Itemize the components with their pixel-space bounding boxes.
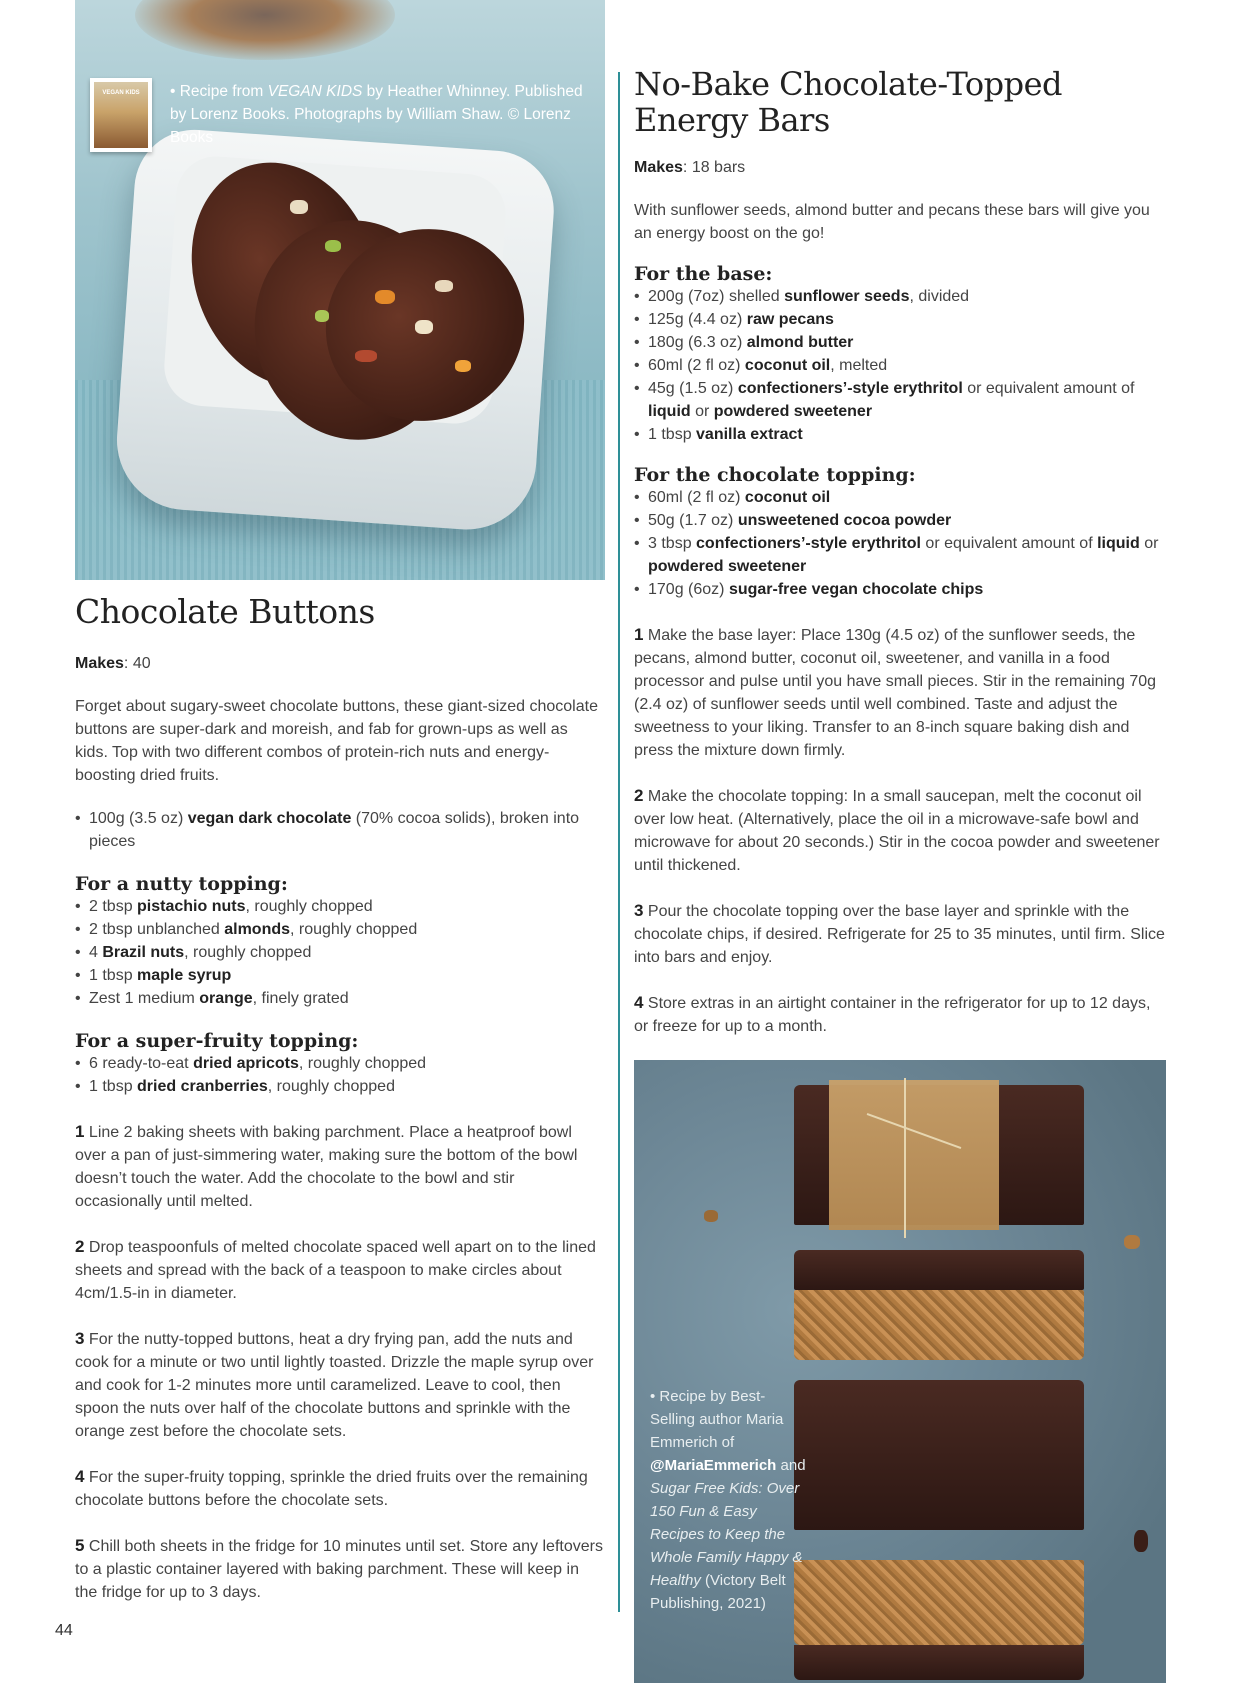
step-4: 4 For the super-fruity topping, sprinkle the dried fruits over the remaining chocolate buttons before the chocolate sets. [75,1467,588,1509]
recipe-title-energy-bars: No-Bake Chocolate-Topped Energy Bars [634,65,1063,139]
nutty-topping-heading: For a nutty topping: [75,873,288,895]
ingredient-item: • Zest 1 medium orange, finely grated [75,987,605,1010]
vegan-kids-book-cover: VEGAN KIDS [90,78,152,152]
ingredient-item: • 45g (1.5 oz) confectioners’-style erythritol or equivalent amount of liquid or powdered sweetener [634,377,1169,423]
chocolate-buttons-recipe [75,652,605,1604]
ingredient-item: • 3 tbsp confectioners’-style erythritol or equivalent amount of liquid or powdered sweetener [634,532,1169,578]
step-3: 3 For the nutty-topped buttons, heat a dry frying pan, add the nuts and cook for a minute or two until lightly toasted. Drizzle the maple syrup over and cook for 1-2 minutes more until caramelized. Leave to cool, then spoon the nuts over half of the chocolate buttons and sprinkle with the orange zest before the chocolate sets. [75,1329,594,1440]
ingredient-item: • 4 Brazil nuts, roughly chopped [75,941,605,964]
makes-count: Makes: 18 bars [634,159,746,176]
ingredient-item: • 125g (4.4 oz) raw pecans [634,308,1169,331]
recipe-intro: With sunflower seeds, almond butter and pecans these bars will give you an energy boost on the go! [634,202,1150,242]
chocolate-topping-heading: For the chocolate topping: [634,464,916,486]
step-2: 2 Make the chocolate topping: In a small saucepan, melt the coconut oil over low heat. (Alternatively, place the oil in a microwave-safe bowl and microwave for about 20 seconds.) Stir in the cocoa powder and sweetener until thickened. [634,786,1160,874]
fruity-topping-heading: For a super-fruity topping: [75,1030,359,1052]
fruity-topping-list [75,1052,605,1098]
step-1: 1 Line 2 baking sheets with baking parchment. Place a heatproof bowl over a pan of just-simmering water, making sure the bottom of the bowl doesn’t touch the water. Add the chocolate to the bowl and stir occasionally until melted. [75,1122,578,1210]
recipe-intro: Forget about sugary-sweet chocolate buttons, these giant-sized chocolate buttons are super-dark and moreish, and fab for grown-ups as well as kids. Top with two different combos of protein-rich nuts and energy-boosting dried fruits. [75,698,598,784]
chocolate-topping-list [634,486,1169,601]
ingredient-item: • 170g (6oz) sugar-free vegan chocolate chips [634,578,1169,601]
step-2: 2 Drop teaspoonfuls of melted chocolate spaced well apart on to the lined sheets and spread with the back of a teaspoon to make circles about 4cm/1.5-in in diameter. [75,1237,596,1302]
ingredient-item: • 1 tbsp maple syrup [75,964,605,987]
ingredient-item: • 60ml (2 fl oz) coconut oil [634,486,1169,509]
ingredient-item: • 1 tbsp vanilla extract [634,423,1169,446]
ingredient-item: • 200g (7oz) shelled sunflower seeds, divided [634,285,1169,308]
base-heading: For the base: [634,263,773,285]
ingredient-item: • 2 tbsp unblanched almonds, roughly chopped [75,918,605,941]
column-divider [618,72,620,1612]
ingredient-item: • 2 tbsp pistachio nuts, roughly chopped [75,895,605,918]
makes-count: Makes: 40 [75,655,151,672]
step-4: 4 Store extras in an airtight container in the refrigerator for up to 12 days, or freeze for up to a month. [634,993,1151,1035]
photo-credit-left: • Recipe from VEGAN KIDS by Heather Whinney. Published by Lorenz Books. Photographs by William Shaw. © Lorenz Books [170,83,583,146]
photo-credit-right: • Recipe by Best-Selling author Maria Emmerich of @MariaEmmerich and Sugar Free Kids: Over 150 Fun & Easy Recipes to Keep the Whole Family Happy & Healthy (Victory Belt Publishing, 2021) [650,1388,806,1612]
ingredient-item: • 180g (6.3 oz) almond butter [634,331,1169,354]
ingredient-item: • 50g (1.7 oz) unsweetened cocoa powder [634,509,1169,532]
base-ingredient-list [634,285,1169,446]
ingredient-item: • 100g (3.5 oz) vegan dark chocolate (70% cocoa solids), broken into pieces [75,807,605,853]
step-3: 3 Pour the chocolate topping over the base layer and sprinkle with the chocolate chips, if desired. Refrigerate for 25 to 35 minutes, until firm. Slice into bars and enjoy. [634,901,1165,966]
energy-bars-recipe [634,66,1169,1038]
step-1: 1 Make the base layer: Place 130g (4.5 oz) of the sunflower seeds, the pecans, almond butter, coconut oil, sweetener, and vanilla in a food processor and pulse until you have small pieces. Stir in the remaining 70g (2.4 oz) of sunflower seeds until well combined. Taste and adjust the sweetness to your liking. Transfer to an 8-inch square baking dish and press the mixture down firmly. [634,625,1157,759]
main-ingredient-list [75,807,605,853]
ingredient-item: • 1 tbsp dried cranberries, roughly chopped [75,1075,605,1098]
page-number: 44 [55,1622,73,1639]
nutty-topping-list [75,895,605,1010]
ingredient-item: • 6 ready-to-eat dried apricots, roughly chopped [75,1052,605,1075]
ingredient-item: • 60ml (2 fl oz) coconut oil, melted [634,354,1169,377]
step-5: 5 Chill both sheets in the fridge for 10 minutes until set. Store any leftovers to a plastic container layered with baking parchment. These will keep in the fridge for up to 3 days. [75,1536,603,1601]
recipe-title-chocolate-buttons: Chocolate Buttons [75,592,375,631]
